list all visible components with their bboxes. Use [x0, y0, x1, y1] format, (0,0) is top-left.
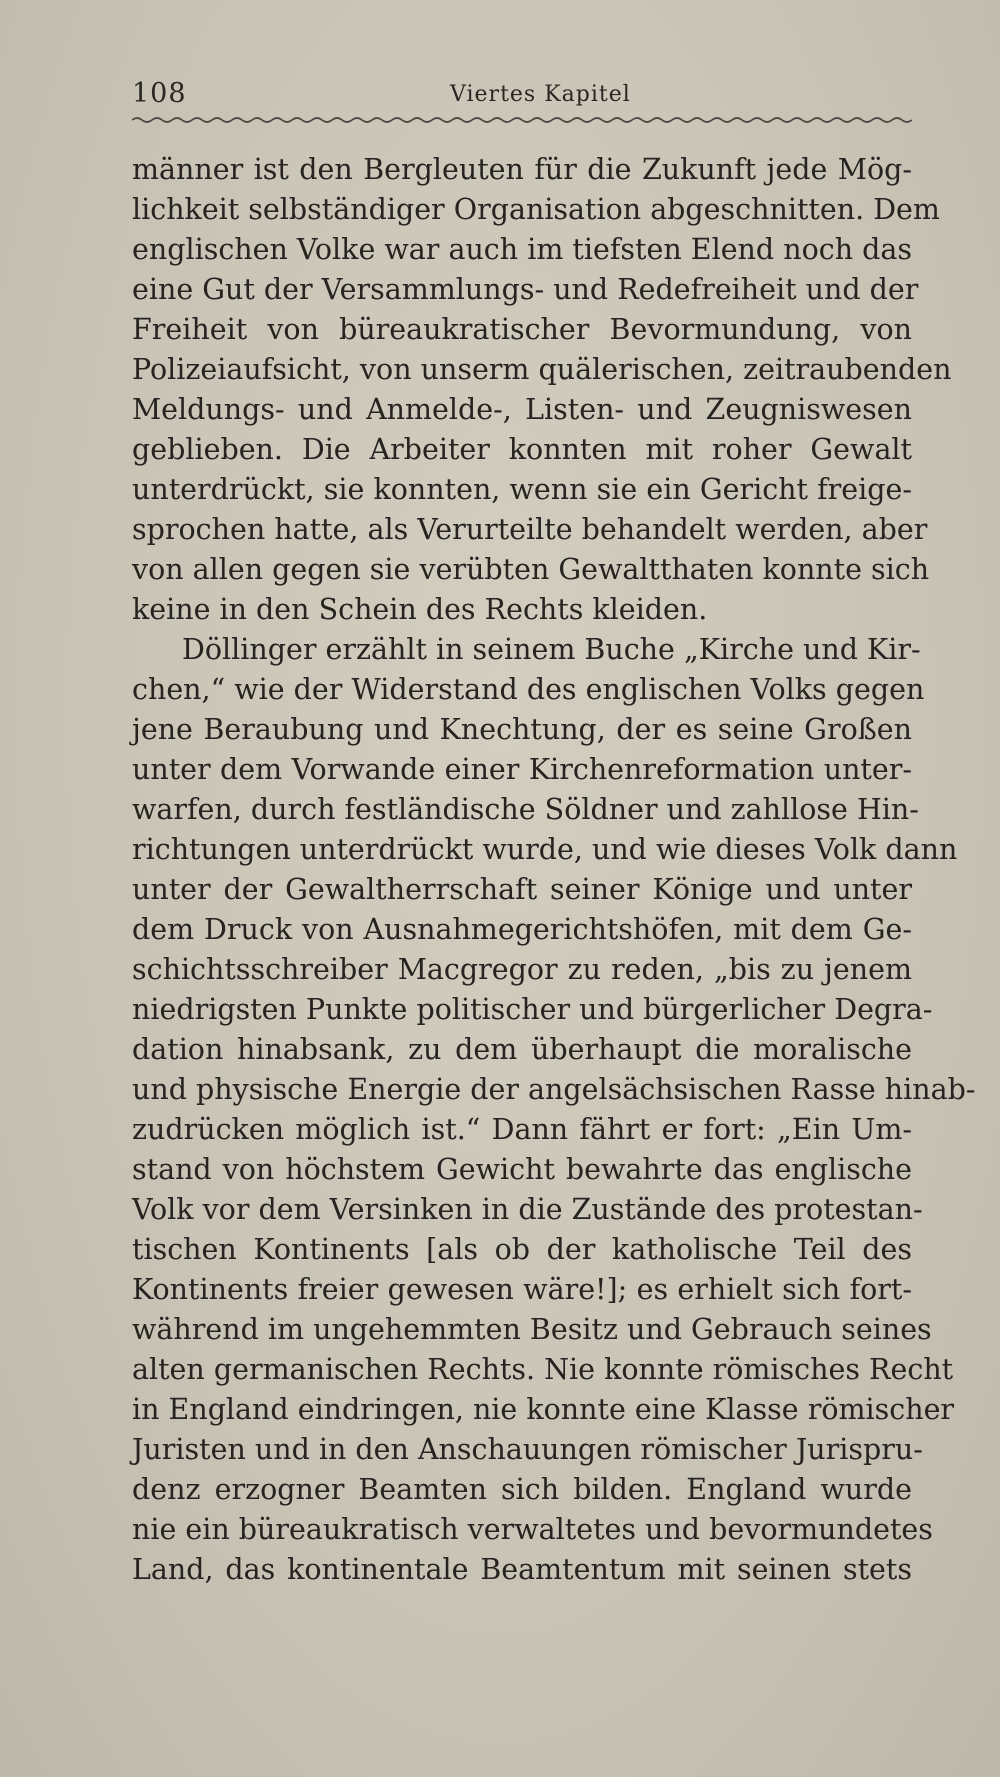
text-line: unter der Gewaltherrschaft seiner Könige und unter: [132, 873, 912, 906]
text-line: während im ungehemmten Besitz und Gebrauch seines: [132, 1313, 932, 1346]
text-line: zudrücken möglich ist.“ Dann fährt er fort: „Ein Um-: [132, 1113, 912, 1146]
text-line: Land, das kontinentale Beamtentum mit seinen stets: [132, 1553, 912, 1586]
text-line: in England eindringen, nie konnte eine Klasse römischer: [132, 1393, 955, 1426]
header-rule: [132, 114, 912, 126]
text-line: richtungen unterdrückt wurde, und wie dieses Volk dann: [132, 833, 958, 866]
text-line: alten germanischen Rechts. Nie konnte römisches Recht: [132, 1353, 954, 1386]
text-line: warfen, durch festländische Söldner und zahllose Hin-: [132, 793, 919, 826]
text-line: nie ein büreaukratisch verwaltetes und bevormundetes: [132, 1513, 933, 1546]
text-line: Kontinents freier gewesen wäre!]; es erhielt sich fort-: [132, 1273, 912, 1306]
text-line: englischen Volke war auch im tiefsten Elend noch das: [132, 233, 912, 266]
page-header: [132, 78, 912, 114]
text-line: männer ist den Bergleuten für die Zukunft jede Mög-: [132, 153, 912, 186]
text-line: lichkeit selbständiger Organisation abgeschnitten. Dem: [132, 193, 940, 226]
text-line: eine Gut der Versammlungs- und Redefreiheit und der: [132, 273, 919, 306]
text-line: unter dem Vorwande einer Kirchenreformation unter-: [132, 753, 912, 786]
text-line: von allen gegen sie verübten Gewaltthaten konnte sich: [132, 553, 930, 586]
text-line: sprochen hatte, als Verurteilte behandelt werden, aber: [132, 513, 928, 546]
text-line: Polizeiaufsicht, von unserm quälerischen, zeitraubenden: [132, 353, 952, 386]
text-line: dem Druck von Ausnahmegerichtshöfen, mit dem Ge-: [132, 913, 912, 946]
text-line: jene Beraubung und Knechtung, der es seine Großen: [132, 713, 912, 746]
text-line: Juristen und in den Anschauungen römischer Jurispru-: [132, 1433, 923, 1466]
text-line: Döllinger erzählt in seinem Buche „Kirche und Kir-: [182, 633, 921, 666]
text-line: dation hinabsank, zu dem überhaupt die moralische: [132, 1033, 912, 1066]
text-line: niedrigsten Punkte politischer und bürgerlicher Degra-: [132, 993, 933, 1026]
text-line: und physische Energie der angelsächsischen Rasse hinab-: [132, 1073, 976, 1106]
text-line: unterdrückt, sie konnten, wenn sie ein Gericht freige-: [132, 473, 912, 506]
text-line: Volk vor dem Versinken in die Zustände des protestan-: [132, 1193, 923, 1226]
text-line: geblieben. Die Arbeiter konnten mit roher Gewalt: [132, 433, 912, 466]
text-line: stand von höchstem Gewicht bewahrte das englische: [132, 1153, 912, 1186]
running-head: Viertes Kapitel: [450, 82, 631, 107]
text-line: tischen Kontinents [als ob der katholische Teil des: [132, 1233, 912, 1266]
paragraph-2: [132, 630, 976, 1590]
page-number: 108: [132, 78, 187, 109]
text-line: Freiheit von büreaukratischer Bevormundung, von: [132, 313, 912, 346]
text-line: chen,“ wie der Widerstand des englischen Volks gegen: [132, 673, 925, 706]
body-text: [132, 150, 976, 1590]
text-line: keine in den Schein des Rechts kleiden.: [132, 593, 708, 626]
text-line: schichtsschreiber Macgregor zu reden, „bis zu jenem: [132, 953, 912, 986]
text-line: denz erzogner Beamten sich bilden. England wurde: [132, 1473, 912, 1506]
text-line: Meldungs- und Anmelde-, Listen- und Zeugniswesen: [132, 393, 912, 426]
paragraph-1: [132, 150, 952, 630]
